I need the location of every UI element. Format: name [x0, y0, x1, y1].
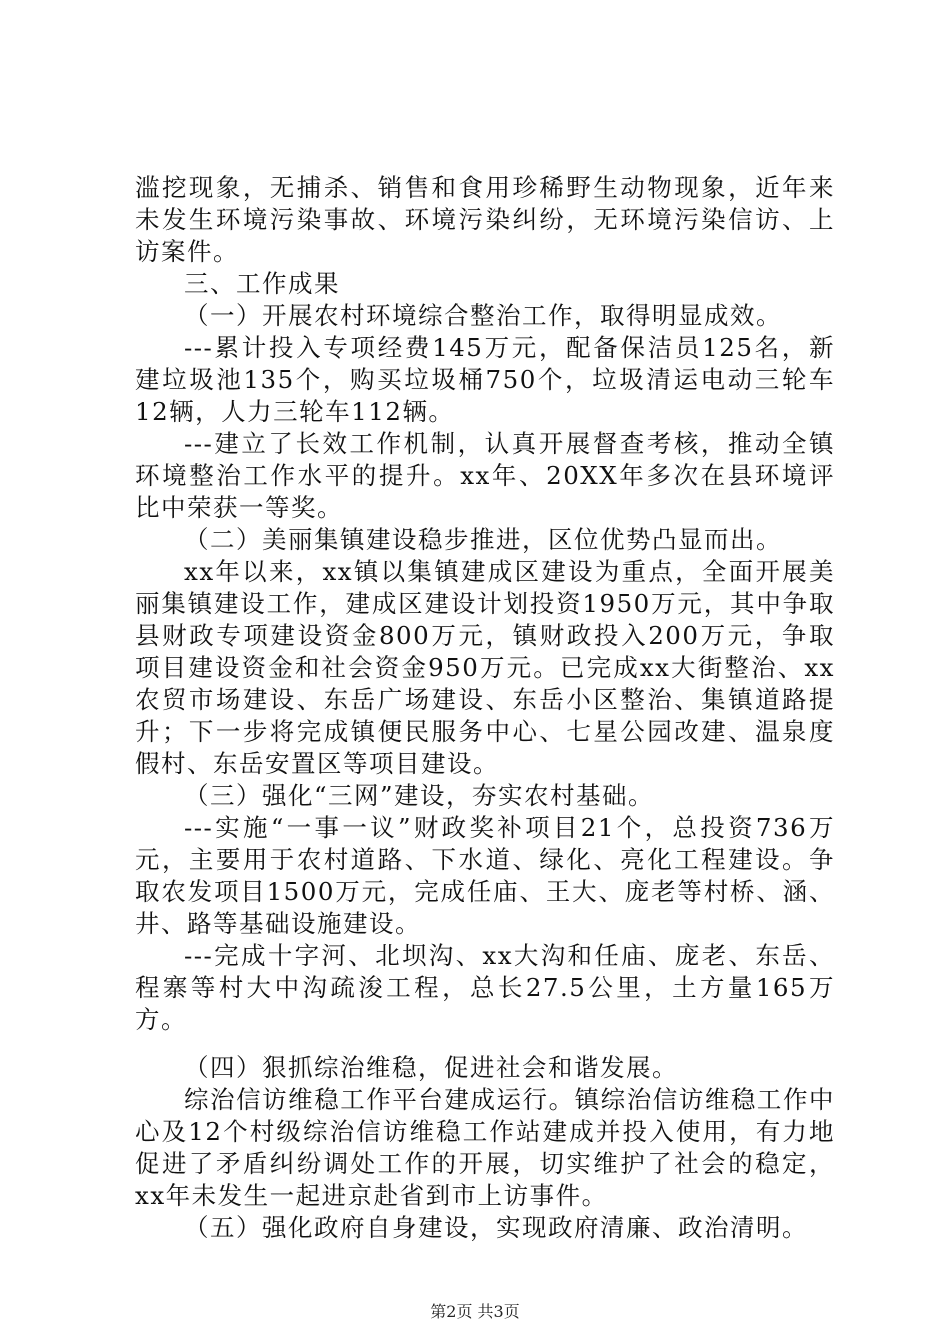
subheading-stability: （四）狠抓综治维稳，促进社会和谐发展。 [184, 1053, 678, 1082]
subheading-town-construction: （二）美丽集镇建设稳步推进，区位优势凸显而出。 [184, 525, 782, 554]
subheading-government: （五）强化政府自身建设，实现政府清廉、政治清明。 [184, 1213, 808, 1242]
subheading-rural-environment: （一）开展农村环境综合整治工作，取得明显成效。 [184, 301, 782, 330]
section-heading-results: 三、工作成果 [184, 269, 340, 298]
paragraph-funding: ---累计投入专项经费145万元，配备保洁员125名，新建垃圾池135个，购买垃圾桶750个，垃圾清运电动三轮车12辆，人力三轮车112辆。 [135, 333, 835, 426]
paragraph-gap [135, 1036, 835, 1052]
paragraph-continuation: 滥挖现象，无捕杀、销售和食用珍稀野生动物现象，近年来未发生环境污染事故、环境污染纠纷，无环境污染信访、上访案件。 [135, 173, 835, 266]
paragraph-dredging: ---完成十字河、北坝沟、xx大沟和任庙、庞老、东岳、程寨等村大中沟疏浚工程，总长27.5公里，土方量165万方。 [135, 941, 835, 1034]
page-number: 第2页 共3页 [430, 1302, 520, 1321]
paragraph-mechanism: ---建立了长效工作机制，认真开展督查考核，推动全镇环境整治工作水平的提升。xx年、20XX年多次在县环境评比中荣获一等奖。 [135, 429, 835, 522]
paragraph-town-construction: xx年以来，xx镇以集镇建成区建设为重点，全面开展美丽集镇建设工作，建成区建设计划投资1950万元，其中争取县财政专项建设资金800万元，镇财政投入200万元，争取项目建设资金和社会资金950万元。已完成xx大街整治、xx农贸市场建设、东岳广场建设、东岳小区整治、集镇道路提升；下一步将完成镇便民服务中心、七星公园改建、温泉度假村、东岳安置区等项目建设。 [135, 557, 835, 778]
subheading-three-networks: （三）强化“三网”建设，夯实农村基础。 [184, 781, 655, 810]
paragraph-subsidy-projects: ---实施“一事一议”财政奖补项目21个，总投资736万元，主要用于农村道路、下水道、绿化、亮化工程建设。争取农发项目1500万元，完成任庙、王大、庞老等村桥、涵、井、路等基础设施建设。 [135, 813, 835, 938]
document-body [135, 172, 835, 1244]
paragraph-stability: 综治信访维稳工作平台建成运行。镇综治信访维稳工作中心及12个村级综治信访维稳工作站建成并投入使用，有力地促进了矛盾纠纷调处工作的开展，切实维护了社会的稳定，xx年未发生一起进京赴省到市上访事件。 [135, 1085, 835, 1210]
